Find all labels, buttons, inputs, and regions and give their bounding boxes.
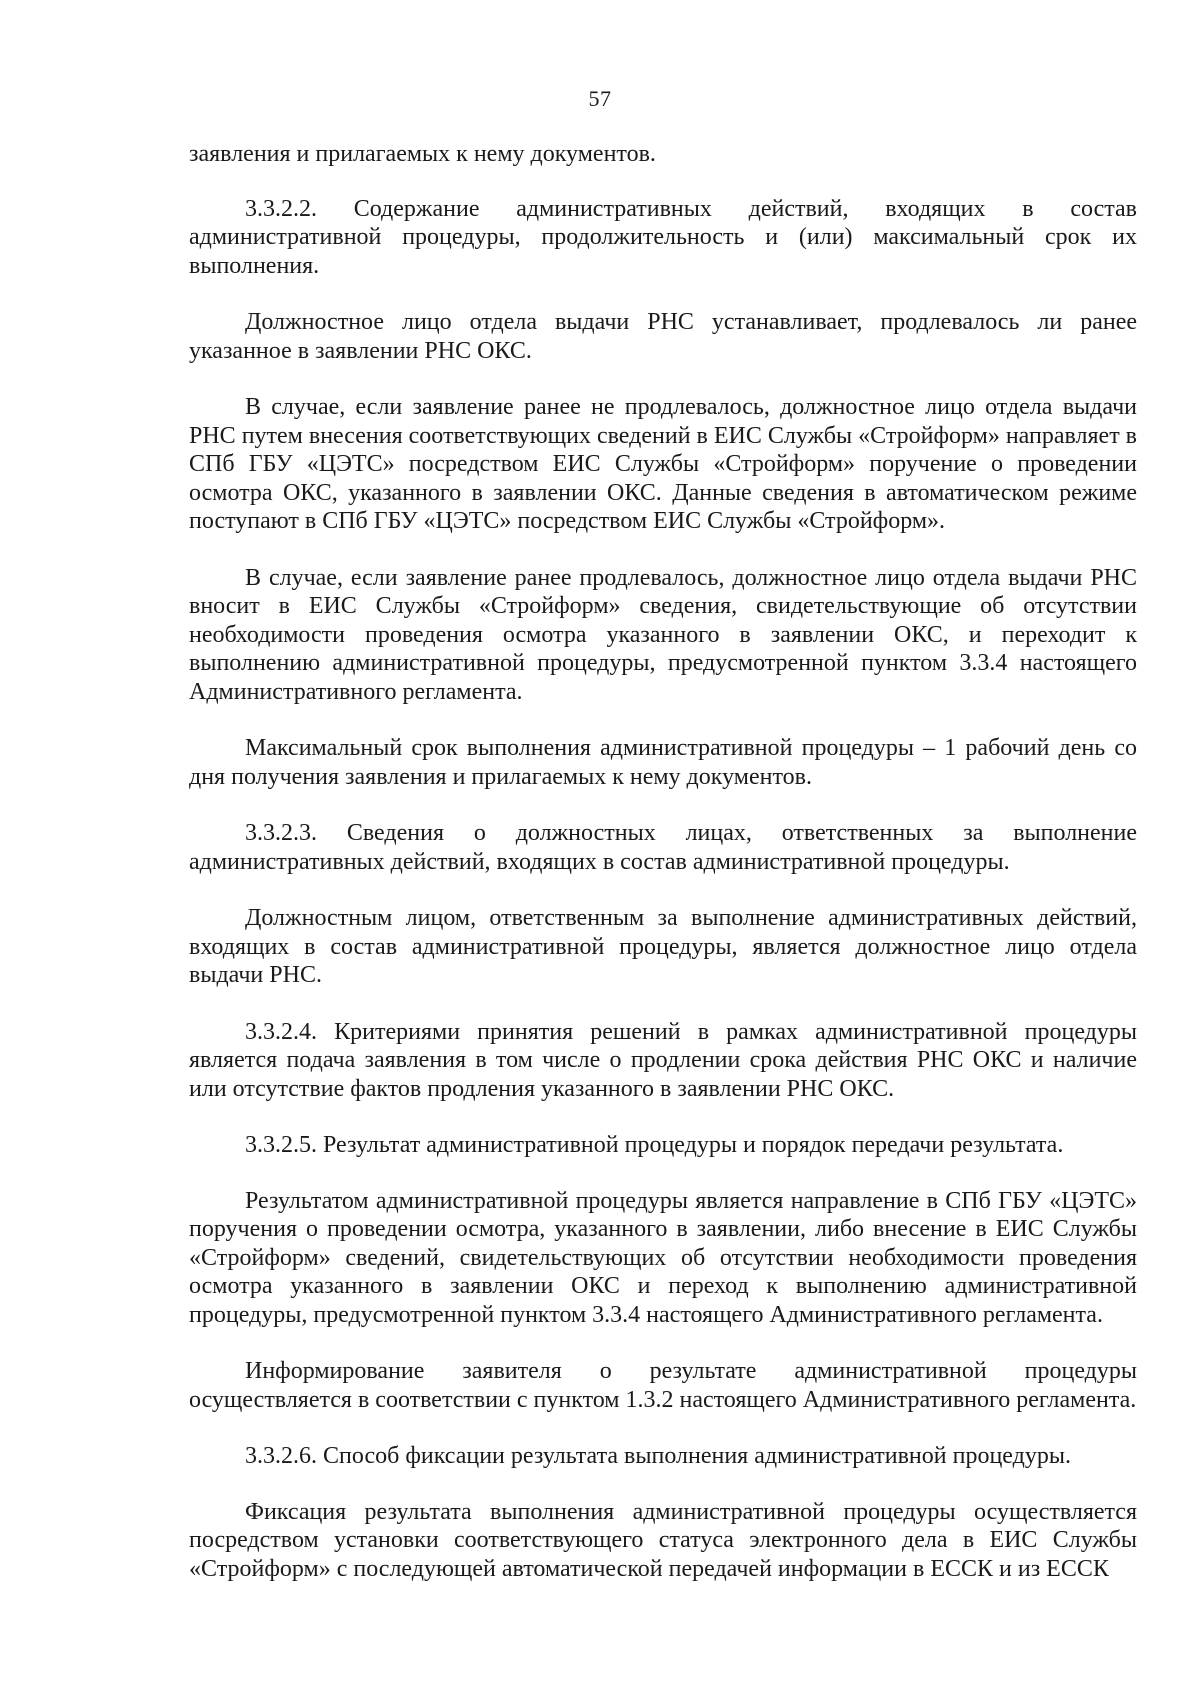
paragraph: Должностным лицом, ответственным за выполнение административных действий, входящих в состав административной процедуры, является должностное лицо отдела выдачи РНС. bbox=[189, 905, 1137, 988]
paragraph: Максимальный срок выполнения административной процедуры – 1 рабочий день со дня получения заявления и прилагаемых к нему документов. bbox=[189, 735, 1137, 790]
paragraph: В случае, если заявление ранее продлевалось, должностное лицо отдела выдачи РНС вносит в ЕИС Службы «Стройформ» сведения, свидетельствующие об отсутствии необходимости проведения осмотра указанного в заявлении ОКС, и переходит к выполнению административной процедуры, предусмотренной пунктом 3.3.4 настоящего Административного регламента. bbox=[189, 564, 1137, 705]
section-heading-3-3-2-4: 3.3.2.4. Критериями принятия решений в рамках административной процедуры является подача заявления в том числе о продлении срока действия РНС ОКС и наличие или отсутствие фактов продления указанного в заявлении РНС ОКС. bbox=[189, 1018, 1137, 1102]
document-body bbox=[189, 140, 1137, 1611]
section-heading-3-3-2-6: 3.3.2.6. Способ фиксации результата выполнения административной процедуры. bbox=[245, 1443, 1071, 1469]
paragraph: Результатом административной процедуры является направление в СПб ГБУ «ЦЭТС» поручения о проведении осмотра, указанного в заявлении, либо внесение в ЕИС Службы «Стройформ» сведений, свидетельствующих об отсутствии необходимости проведения осмотра указанного в заявлении ОКС и переход к выполнению административной процедуры, предусмотренной пунктом 3.3.4 настоящего Административного регламента. bbox=[189, 1187, 1137, 1328]
section-heading-3-3-2-2: 3.3.2.2. Содержание административных действий, входящих в состав административной процедуры, продолжительность и (или) максимальный срок их выполнения. bbox=[189, 195, 1137, 279]
page-number: 57 bbox=[588, 86, 612, 111]
paragraph: Информирование заявителя о результате административной процедуры осуществляется в соответствии с пунктом 1.3.2 настоящего Административного регламента. bbox=[189, 1358, 1137, 1413]
paragraph: Фиксация результата выполнения административной процедуры осуществляется посредством установки соответствующего статуса электронного дела в ЕИС Службы «Стройформ» с последующей автоматической передачей информации в ЕССК и из ЕССК bbox=[189, 1498, 1137, 1582]
section-heading-3-3-2-3: 3.3.2.3. Сведения о должностных лицах, ответственных за выполнение административных действий, входящих в состав административной процедуры. bbox=[189, 820, 1137, 875]
paragraph-continuation: заявления и прилагаемых к нему документов. bbox=[189, 141, 656, 167]
paragraph: В случае, если заявление ранее не продлевалось, должностное лицо отдела выдачи РНС путем внесения соответствующих сведений в ЕИС Службы «Стройформ» направляет в СПб ГБУ «ЦЭТС» посредством ЕИС Службы «Стройформ» поручение о проведении осмотра ОКС, указанного в заявлении ОКС. Данные сведения в автоматическом режиме поступают в СПб ГБУ «ЦЭТС» посредством ЕИС Службы «Стройформ». bbox=[189, 394, 1138, 534]
section-heading-3-3-2-5: 3.3.2.5. Результат административной процедуры и порядок передачи результата. bbox=[245, 1132, 1064, 1158]
paragraph: Должностное лицо отдела выдачи РНС устанавливает, продлевалось ли ранее указанное в заявлении РНС ОКС. bbox=[189, 309, 1137, 364]
